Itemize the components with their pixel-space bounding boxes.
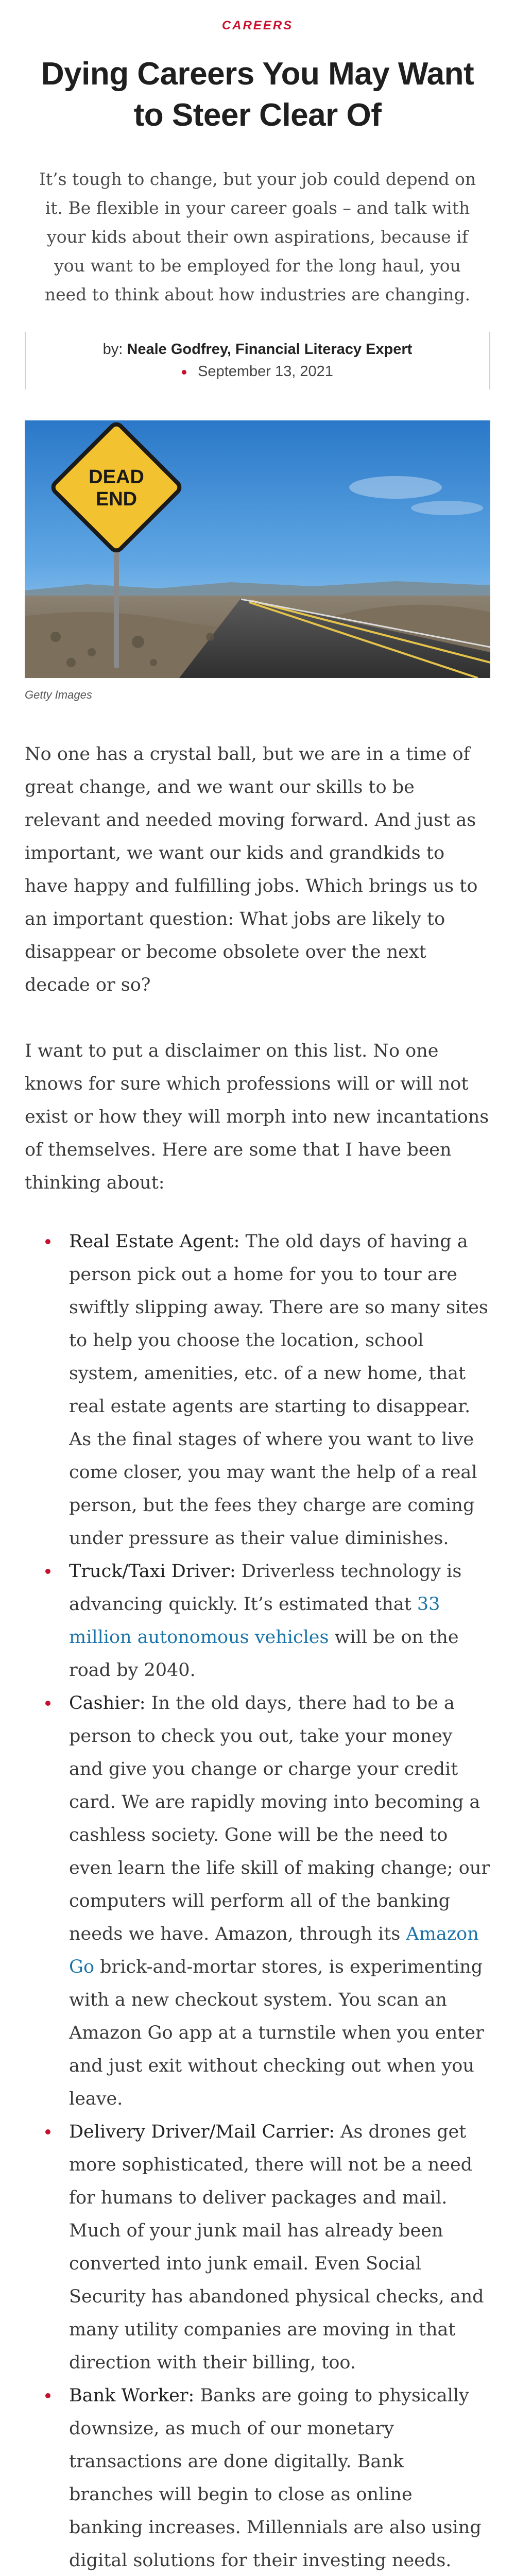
list-item — [45, 1225, 490, 1555]
career-term: Bank Worker: — [69, 2385, 195, 2406]
career-term: Truck/Taxi Driver: — [69, 1561, 236, 1582]
autonomous-vehicles-link[interactable]: 33 million autonomous vehicles — [69, 1594, 440, 1648]
publish-date: September 13, 2021 — [198, 363, 333, 380]
career-term: Delivery Driver/Mail Carrier: — [69, 2122, 335, 2142]
career-text: brick-and-mortar stores, is experimenting with a new checkout system. You scan an Amazon Go app at a turnstile when you enter and just exit without checking out when you leave. — [69, 1957, 484, 2109]
author-name[interactable]: Neale Godfrey, Financial Literacy Expert — [127, 341, 413, 358]
list-item — [45, 2379, 490, 2576]
list-item — [45, 2115, 490, 2379]
career-term: Cashier: — [69, 1693, 146, 1714]
image-caption: Getty Images — [25, 688, 92, 701]
byline-author-line — [26, 332, 489, 358]
career-text: As drones get more sophisticated, there will not be a need for humans to deliver packages and mail. Much of your junk mail has already been converted into junk email. Even Social Security has abandoned physical checks, and many utility companies are moving in that direction with their billing, too. — [69, 2122, 484, 2373]
byline-date-line — [26, 363, 489, 380]
sign-text-end: END — [95, 488, 138, 510]
category-kicker[interactable]: CAREERS — [221, 19, 294, 32]
byline-prefix: by: — [102, 341, 127, 358]
career-text: will be on the road by 2040. — [69, 1627, 459, 1681]
list-item — [45, 1687, 490, 2115]
article-headline: Dying Careers You May Want to Steer Clear Of — [41, 56, 474, 133]
career-text: Banks are going to physically downsize, as much of our monetary transactions are done digitally. Bank branches will begin to close as online banking increases. Millennials are also using digital solutions for their investing needs. — [69, 2385, 482, 2571]
career-text: Driverless technology is advancing quickly. It’s estimated that — [69, 1561, 462, 1615]
list-item — [45, 1555, 490, 1687]
career-term: Real Estate Agent: — [69, 1231, 240, 1252]
amazon-go-link[interactable]: Amazon Go — [69, 1924, 479, 1977]
sign-text-dead: DEAD — [89, 466, 144, 488]
dead-end-road-illustration — [25, 420, 490, 678]
hero-image — [25, 420, 490, 678]
career-text: The old days of having a person pick out a home for you to tour are swiftly slipping away. There are so many sites to help you choose the location, school system, amenities, etc. of a new home, that real estate agents are starting to disappear. As the final stages of where you want to live come closer, you may want the help of a real person, but the fees they charge are coming under pressure as their value diminishes. — [69, 1231, 488, 1549]
article-dek: It’s tough to change, but your job could depend on it. Be flexible in your career goals – and talk with your kids about their own aspirations, because if you want to be employed for the long haul, you need to think about how industries are changing. — [39, 169, 476, 304]
intro-paragraph-2: I want to put a disclaimer on this list. No one knows for sure which professions will or will not exist or how they will morph into new incantations of themselves. Here are some that I have been thinking about: — [25, 1041, 489, 1193]
byline — [25, 332, 490, 389]
career-text: In the old days, there had to be a person to check you out, take your money and give you change or charge your credit card. We are rapidly moving into becoming a cashless society. Gone will be the need to even learn the life skill of making change; our computers will perform all of the banking needs we have. Amazon, through its — [69, 1693, 490, 1944]
intro-paragraph-1: No one has a crystal ball, but we are in a time of great change, and we want our skills to be relevant and needed moving forward. And just as important, we want our kids and grandkids to have happy and fulfilling jobs. Which brings us to an important question: What jobs are likely to disappear or become obsolete over the next decade or so? — [25, 744, 478, 995]
bullet-dot-icon — [182, 370, 186, 375]
dying-careers-list — [25, 1225, 490, 2576]
